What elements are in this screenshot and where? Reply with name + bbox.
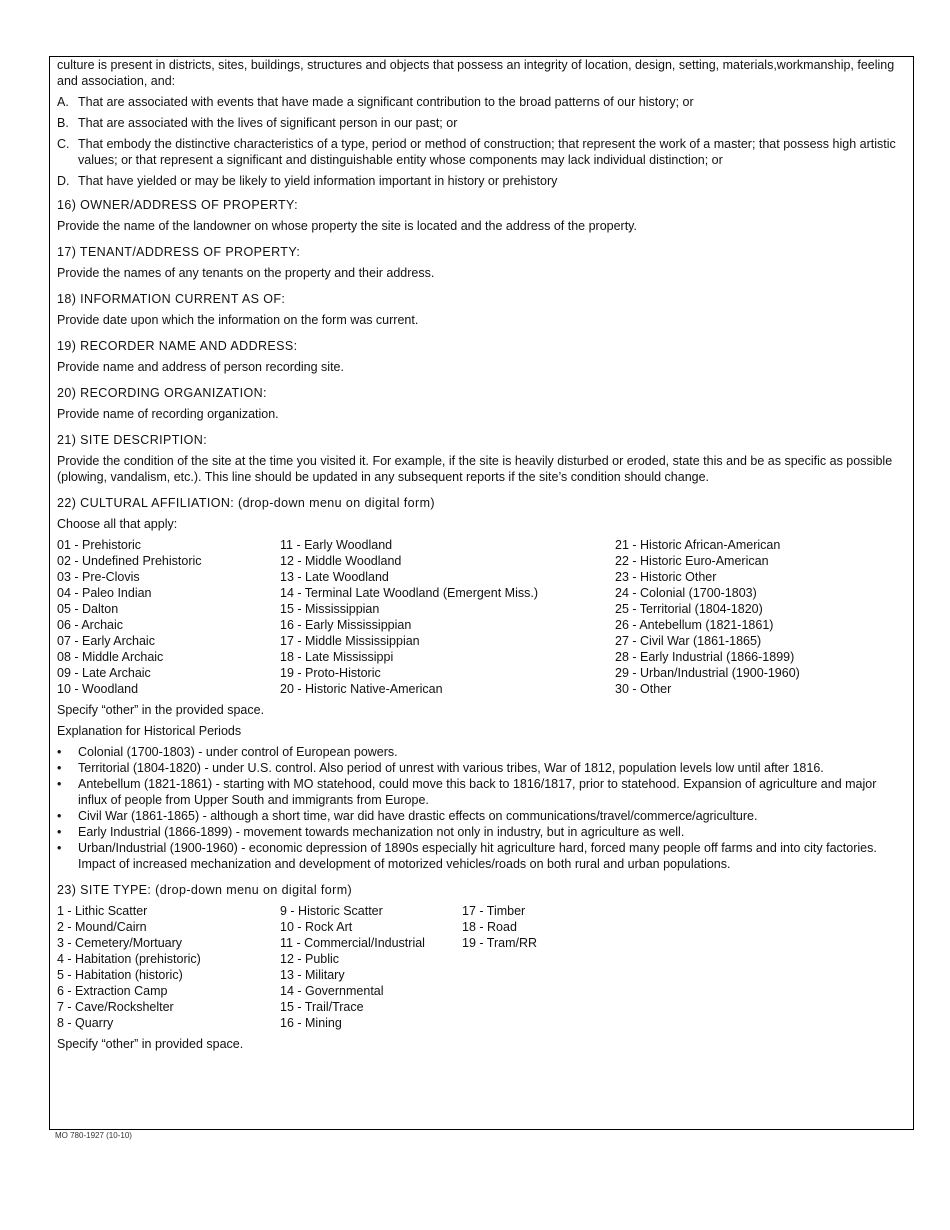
heading-recording-organization: 20) RECORDING ORGANIZATION: [57,386,267,400]
heading-site-description: 21) SITE DESCRIPTION: [57,433,208,447]
list-item [57,840,909,872]
heading-recorder-name: 19) RECORDER NAME AND ADDRESS: [57,339,298,353]
cultural-option: 05 - Dalton [57,602,119,616]
cultural-option: 10 - Woodland [57,682,139,696]
bullet-icon: • [57,761,62,775]
cultural-option: 30 - Other [615,682,672,696]
site-type-option: 18 - Road [462,920,517,934]
list-item [57,760,909,776]
criterion-text: That are associated with the lives of significant person in our past; or [78,116,458,130]
criterion-letter: B. [57,116,69,130]
cultural-option: 17 - Middle Mississippian [280,634,420,648]
cultural-option: 01 - Prehistoric [57,538,142,552]
site-type-option: 19 - Tram/RR [462,936,538,950]
site-type-option: 11 - Commercial/Industrial [280,936,425,950]
criterion-text: That embody the distinctive characteristics of a type, period or method of construction; that represent the work of a master; that possess high artistic values; or that represent a significant and distinguishable entity whose components may lack individual distinction; or [78,137,896,167]
site-type-option: 10 - Rock Art [280,920,353,934]
cultural-column-1 [57,537,280,697]
heading-tenant-address: 17) TENANT/ADDRESS OF PROPERTY: [57,245,301,259]
site-type-option: 1 - Lithic Scatter [57,904,148,918]
form-number: MO 780-1927 (10-10) [55,1131,132,1140]
cultural-option: 16 - Early Mississippian [280,618,412,632]
site-type-option: 5 - Habitation (historic) [57,968,183,982]
bullet-icon: • [57,809,62,823]
heading-cultural-affiliation: 22) CULTURAL AFFILIATION: (drop-down menu on digital form) [57,496,435,510]
bullet-icon: • [57,745,62,759]
criteria-list [57,94,909,189]
list-item [57,824,909,840]
cultural-option: 19 - Proto-Historic [280,666,381,680]
site-type-list [57,903,909,1031]
cultural-option: 27 - Civil War (1861-1865) [615,634,762,648]
cultural-affiliation-list [57,537,909,697]
cultural-option: 24 - Colonial (1700-1803) [615,586,757,600]
cultural-column-2 [280,537,615,697]
criterion-letter: A. [57,95,69,109]
site-type-option: 2 - Mound/Cairn [57,920,147,934]
cultural-option: 15 - Mississippian [280,602,380,616]
site-type-option: 9 - Historic Scatter [280,904,383,918]
body-information-current: Provide date upon which the information on the form was current. [57,313,419,327]
body-recording-organization: Provide name of recording organization. [57,407,279,421]
criterion-a [57,94,909,110]
criterion-letter: D. [57,174,70,188]
period-explanation: Civil War (1861-1865) - although a short time, war did have drastic effects on communications/travel/commerce/agriculture. [78,809,758,823]
period-explanation: Urban/Industrial (1900-1960) - economic depression of 1890s especially hit agriculture hard, forced many people off farms and into city factories. Impact of increased mechanization and development of motorized vehicles/roads on both rural and urban populations. [78,841,877,871]
site-type-option: 6 - Extraction Camp [57,984,168,998]
site-type-option: 12 - Public [280,952,340,966]
site-type-option: 16 - Mining [280,1016,342,1030]
site-type-option: 3 - Cemetery/Mortuary [57,936,183,950]
cultural-option: 11 - Early Woodland [280,538,393,552]
heading-information-current: 18) INFORMATION CURRENT AS OF: [57,292,286,306]
heading-site-type: 23) SITE TYPE: (drop-down menu on digital form) [57,883,353,897]
site-type-option: 17 - Timber [462,904,526,918]
explanation-heading: Explanation for Historical Periods [57,724,242,738]
heading-owner-address: 16) OWNER/ADDRESS OF PROPERTY: [57,198,298,212]
body-owner-address: Provide the name of the landowner on whose property the site is located and the address of the property. [57,219,637,233]
period-explanation: Colonial (1700-1803) - under control of European powers. [78,745,398,759]
intro-text: culture is present in districts, sites, buildings, structures and objects that possess an integrity of location, design, setting, materials,workmanship, feeling and association, and: [57,58,895,88]
site-type-specify-text: Specify “other” in provided space. [57,1037,244,1051]
criterion-letter: C. [57,137,70,151]
cultural-option: 08 - Middle Archaic [57,650,164,664]
site-type-column-3 [462,903,537,1031]
form-content [57,57,909,1057]
cultural-option: 14 - Terminal Late Woodland (Emergent Miss.) [280,586,538,600]
cultural-option: 28 - Early Industrial (1866-1899) [615,650,795,664]
site-type-option: 15 - Trail/Trace [280,1000,364,1014]
criterion-text: That are associated with events that have made a significant contribution to the broad patterns of our history; or [78,95,694,109]
criterion-b [57,115,909,131]
body-site-description: Provide the condition of the site at the time you visited it. For example, if the site is heavily disturbed or eroded, state this and be as specific as possible (plowing, vandalism, etc.). This line should be updated in any subsequent reports if the site’s condition should change. [57,454,893,484]
cultural-option: 26 - Antebellum (1821-1861) [615,618,774,632]
list-item [57,808,909,824]
criterion-d [57,173,909,189]
cultural-option: 25 - Territorial (1804-1820) [615,602,763,616]
site-type-column-2 [280,903,462,1031]
bullet-icon: • [57,825,62,839]
cultural-option: 02 - Undefined Prehistoric [57,554,202,568]
period-explanation: Territorial (1804-1820) - under U.S. control. Also period of unrest with various tribes, War of 1812, population levels low until after 1816. [78,761,824,775]
cultural-option: 06 - Archaic [57,618,124,632]
body-tenant-address: Provide the names of any tenants on the property and their address. [57,266,435,280]
list-item [57,744,909,760]
criterion-c [57,136,909,168]
bullet-icon: • [57,777,62,791]
cultural-specify-text: Specify “other” in the provided space. [57,703,265,717]
cultural-option: 18 - Late Mississippi [280,650,394,664]
site-type-option: 4 - Habitation (prehistoric) [57,952,201,966]
cultural-option: 13 - Late Woodland [280,570,389,584]
cultural-option: 29 - Urban/Industrial (1900-1960) [615,666,800,680]
cultural-option: 23 - Historic Other [615,570,717,584]
cultural-option: 21 - Historic African-American [615,538,781,552]
site-type-option: 8 - Quarry [57,1016,114,1030]
cultural-option: 22 - Historic Euro-American [615,554,769,568]
site-type-option: 13 - Military [280,968,345,982]
historical-periods-list [57,744,909,872]
cultural-option: 03 - Pre-Clovis [57,570,140,584]
cultural-option: 04 - Paleo Indian [57,586,152,600]
period-explanation: Early Industrial (1866-1899) - movement towards mechanization not only in industry, but in agriculture as well. [78,825,685,839]
cultural-option: 12 - Middle Woodland [280,554,402,568]
site-type-column-1 [57,903,280,1031]
cultural-choose-text: Choose all that apply: [57,517,178,531]
criterion-text: That have yielded or may be likely to yield information important in history or prehistory [78,174,558,188]
bullet-icon: • [57,841,62,855]
list-item [57,776,909,808]
cultural-option: 07 - Early Archaic [57,634,155,648]
cultural-option: 09 - Late Archaic [57,666,151,680]
site-type-option: 14 - Governmental [280,984,384,998]
site-type-option: 7 - Cave/Rockshelter [57,1000,174,1014]
cultural-column-3 [615,537,800,697]
body-recorder-name: Provide name and address of person recording site. [57,360,344,374]
cultural-option: 20 - Historic Native-American [280,682,443,696]
period-explanation: Antebellum (1821-1861) - starting with MO statehood, could move this back to 1816/1817, prior to statehood. Expansion of agriculture and major influx of people from Upper South and immigrants from Europe. [78,777,877,807]
